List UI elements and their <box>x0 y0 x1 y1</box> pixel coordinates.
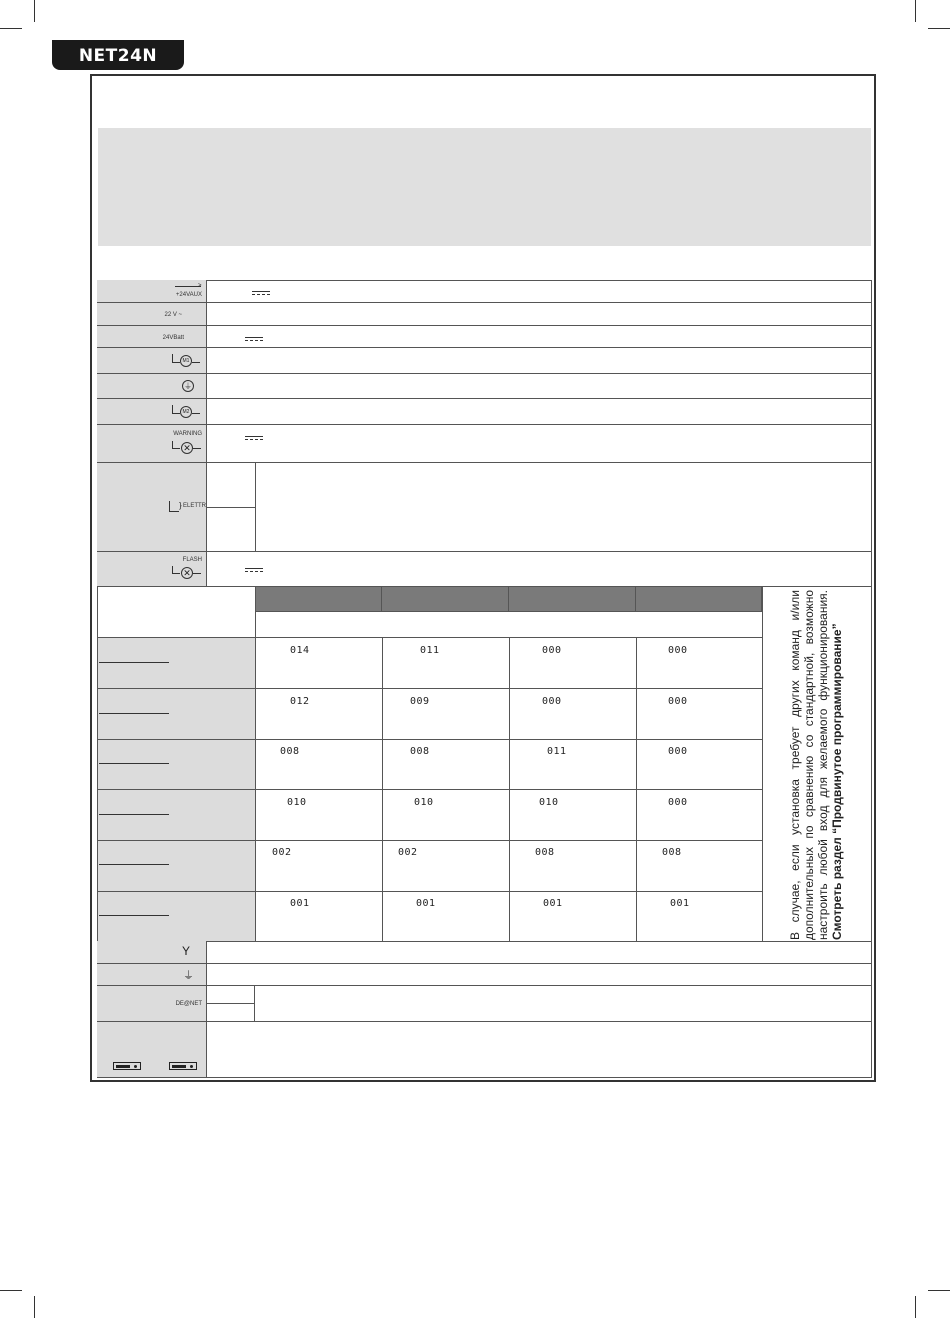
coil-icon: } <box>179 501 182 510</box>
wire <box>192 413 200 414</box>
input-wire <box>99 763 169 764</box>
lamp-icon: ✕ <box>181 567 193 579</box>
row-elettr <box>97 463 872 552</box>
earth-ground-icon: ⏚ <box>184 381 192 391</box>
lamp-icon: ✕ <box>181 442 193 454</box>
wire <box>169 511 179 512</box>
divider <box>97 891 762 892</box>
divider <box>207 1003 255 1004</box>
code-cell: 010 <box>414 797 434 808</box>
wire <box>172 354 173 362</box>
row-label <box>97 348 207 373</box>
crop-mark <box>915 0 916 22</box>
code-cell: 011 <box>547 746 567 757</box>
row-antenna <box>97 941 872 964</box>
side-note-bold: Смотреть раздел “Продвинутое программирование” <box>830 623 844 940</box>
divider <box>97 789 762 790</box>
row-batt <box>97 326 872 348</box>
input-wire <box>99 713 169 714</box>
crop-mark <box>34 0 35 22</box>
code-cell: 010 <box>539 797 559 808</box>
wire <box>172 573 180 574</box>
input-label-5 <box>98 841 255 891</box>
wire <box>192 362 200 363</box>
arrow-head-icon: > <box>198 283 202 289</box>
wire <box>193 448 201 449</box>
input-label-1 <box>98 638 255 688</box>
divider <box>762 587 763 941</box>
divider <box>97 840 762 841</box>
row-dip <box>97 1022 872 1077</box>
input-wire <box>99 814 169 815</box>
switch-dot <box>190 1065 193 1068</box>
row-label <box>97 463 207 551</box>
row-label <box>97 964 207 985</box>
input-label-2 <box>98 689 255 739</box>
code-cell: 000 <box>542 645 562 656</box>
dip-switch-icon <box>169 1062 197 1070</box>
antenna-icon: Y <box>182 944 191 958</box>
row-label <box>97 280 207 302</box>
input-label-4 <box>98 790 255 840</box>
motor-icon: M2 <box>180 406 192 418</box>
dc-symbol-icon <box>245 337 263 341</box>
code-cell: 012 <box>290 696 310 707</box>
note-box <box>98 128 871 246</box>
code-cell: 000 <box>542 696 562 707</box>
code-cell: 000 <box>668 645 688 656</box>
wire <box>172 405 173 413</box>
dip-switch-icon <box>113 1062 141 1070</box>
row-label <box>97 986 207 1021</box>
crop-mark <box>0 1290 22 1291</box>
wire <box>172 362 180 363</box>
divider <box>97 739 762 740</box>
code-cell: 008 <box>662 847 682 858</box>
row-warning <box>97 425 872 463</box>
row-label <box>97 941 207 963</box>
code-cell: 000 <box>668 797 688 808</box>
crop-mark <box>34 1296 35 1318</box>
code-cell: 001 <box>670 898 690 909</box>
code-cell: 008 <box>535 847 555 858</box>
terminal-flash-label: FLASH <box>182 557 202 563</box>
motor-icon: M1 <box>180 355 192 367</box>
code-cell: 001 <box>290 898 310 909</box>
page-title: NET24N <box>52 42 184 70</box>
row-label <box>97 303 207 325</box>
input-wire <box>99 864 169 865</box>
row-flash <box>97 552 872 587</box>
crop-mark <box>915 1296 916 1318</box>
terminal-denet-label: DE@NET <box>175 1001 202 1007</box>
row-label <box>97 1022 207 1077</box>
code-cell: 000 <box>668 696 688 707</box>
code-cell: 002 <box>272 847 292 858</box>
code-cell: 002 <box>398 847 418 858</box>
side-note <box>788 590 844 940</box>
row-m1 <box>97 348 872 374</box>
code-cell: 014 <box>290 645 310 656</box>
code-cell: 011 <box>420 645 440 656</box>
switch-lever <box>116 1065 130 1068</box>
crop-mark <box>928 28 950 29</box>
terminal-batt-label: 24VBatt <box>162 335 184 341</box>
switch-lever <box>172 1065 186 1068</box>
mode-header-1 <box>255 587 382 611</box>
wire <box>172 413 180 414</box>
wire <box>169 501 170 511</box>
crop-mark <box>928 1290 950 1291</box>
mode-header-3 <box>509 587 636 611</box>
row-label <box>97 425 207 462</box>
terminal-ac-label: 22 V ~ <box>164 312 182 318</box>
code-cell: 008 <box>280 746 300 757</box>
crop-mark <box>0 28 22 29</box>
row-denet <box>97 986 872 1022</box>
row-label <box>97 374 207 398</box>
row-shield <box>97 964 872 986</box>
row-label <box>97 326 207 347</box>
mode-header-4 <box>636 587 762 611</box>
wire <box>172 441 173 448</box>
row-m2 <box>97 399 872 425</box>
terminal-warning-label: WARNING <box>173 431 202 437</box>
dc-symbol-icon <box>252 291 270 295</box>
switch-dot <box>134 1065 137 1068</box>
input-label-6 <box>98 892 255 941</box>
mode-header-2 <box>382 587 509 611</box>
terminal-elettr-label: ELETTR <box>182 503 206 509</box>
row-label <box>97 552 207 586</box>
wire <box>172 566 173 573</box>
divider <box>97 688 762 689</box>
input-wire <box>99 662 169 663</box>
divider <box>255 587 256 941</box>
wire <box>172 448 180 449</box>
code-cell: 009 <box>410 696 430 707</box>
dc-symbol-icon <box>245 568 263 572</box>
wire <box>193 573 201 574</box>
side-note-text: В случае, если установка требует других команд и/или дополнительных по сравнению со стандартной, возможно настроить любой вход для желаемого функционирования. <box>788 590 830 940</box>
code-cell: 001 <box>543 898 563 909</box>
ground-icon: ⏚ <box>183 970 194 982</box>
input-label-3 <box>98 740 255 789</box>
dc-symbol-icon <box>245 436 263 440</box>
row-ac <box>97 303 872 326</box>
code-cell: 008 <box>410 746 430 757</box>
row-label <box>97 399 207 424</box>
divider <box>207 507 256 508</box>
row-aux <box>97 280 872 303</box>
code-cell: 010 <box>287 797 307 808</box>
terminal-aux-label: +24VAUX <box>175 292 202 298</box>
code-cell: 000 <box>668 746 688 757</box>
row-ground <box>97 374 872 399</box>
input-wire <box>99 915 169 916</box>
code-cell: 001 <box>416 898 436 909</box>
divider <box>255 611 762 612</box>
